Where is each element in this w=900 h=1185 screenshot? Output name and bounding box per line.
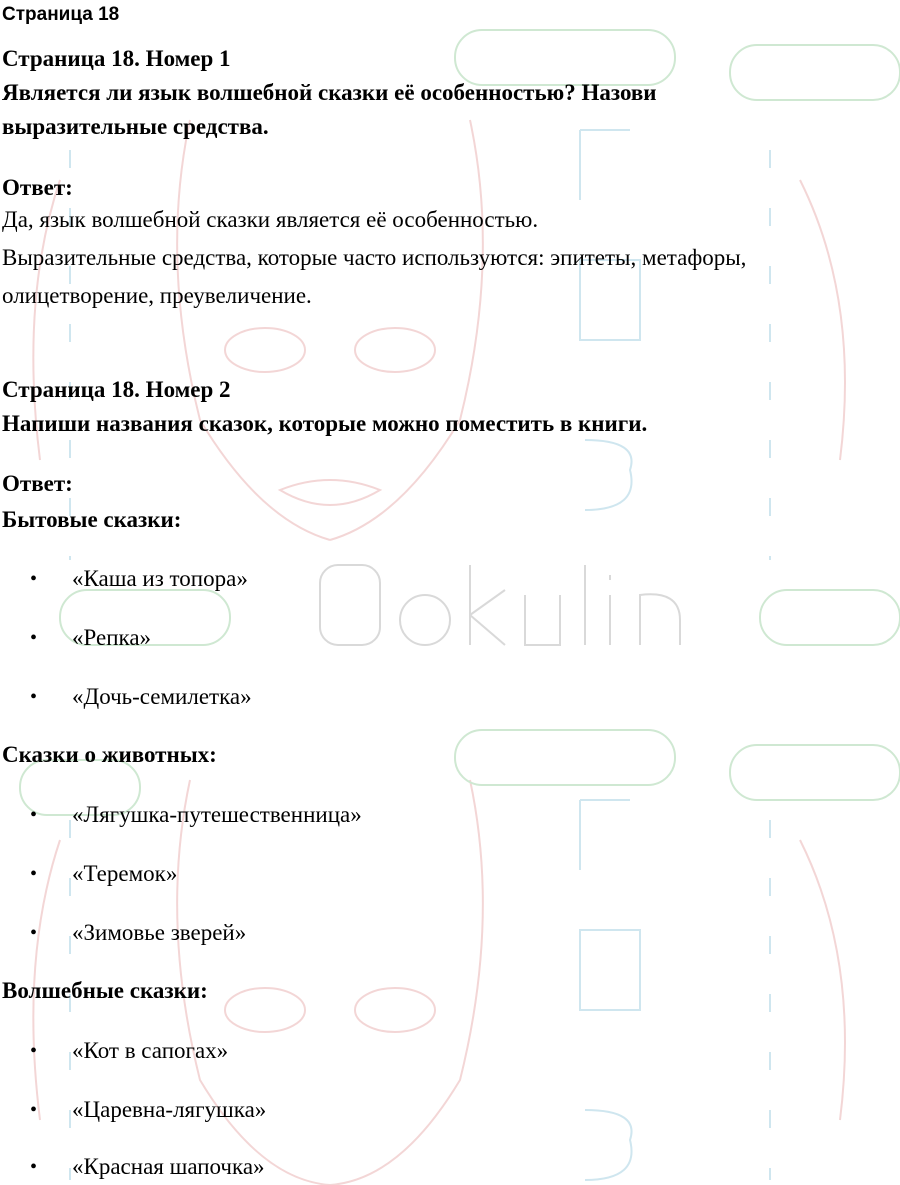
category-title-household: Бытовые сказки:	[2, 507, 182, 532]
list-item-text: «Кот в сапогах»	[72, 1038, 229, 1063]
list-item-text: «Царевна-лягушка»	[72, 1097, 267, 1122]
task-1-answer	[2, 171, 898, 315]
list-item-text: «Зимовье зверей»	[72, 920, 247, 945]
bullet-icon: •	[30, 922, 38, 944]
list-item	[0, 561, 900, 597]
list-item	[0, 797, 900, 833]
list-item-text: «Дочь-семилетка»	[72, 684, 252, 709]
bullet-icon: •	[30, 1099, 38, 1121]
list-item	[0, 679, 900, 715]
bullet-icon: •	[30, 627, 38, 649]
bullet-icon: •	[30, 1040, 38, 1062]
list-item	[0, 1092, 900, 1128]
task-1-title: Страница 18. Номер 1	[2, 46, 231, 71]
list-item-text: «Лягушка-путешественница»	[72, 802, 362, 827]
list-item-text: «Красная шапочка»	[72, 1154, 265, 1179]
task-2-question: Напиши названия сказок, которые можно поместить в книги.	[2, 411, 648, 436]
list-item	[0, 1149, 900, 1185]
bullet-icon: •	[30, 863, 38, 885]
task-1-answer-line-3: олицетворение, преувеличение.	[2, 283, 312, 308]
list-item	[0, 856, 900, 892]
task-1-answer-label: Ответ:	[2, 175, 73, 200]
category-title-magic: Волшебные сказки:	[2, 978, 208, 1003]
task-2-answer-label-wrap	[2, 467, 898, 501]
bullet-icon: •	[30, 1156, 38, 1178]
task-1-question-line-2: выразительные средства.	[2, 114, 269, 139]
task-1-answer-line-1: Да, язык волшебной сказки является её особенностью.	[2, 207, 539, 232]
list-item-text: «Теремок»	[72, 861, 178, 886]
task-1-section	[2, 42, 898, 144]
task-2-section	[2, 373, 898, 441]
page-heading: Страница 18	[2, 4, 120, 25]
bullet-icon: •	[30, 804, 38, 826]
bullet-icon: •	[30, 568, 38, 590]
bullet-icon: •	[30, 686, 38, 708]
list-item	[0, 1033, 900, 1069]
list-item-text: «Каша из топора»	[72, 566, 248, 591]
category-title-animals: Сказки о животных:	[2, 742, 217, 767]
list-item	[0, 915, 900, 951]
task-2-title: Страница 18. Номер 2	[2, 377, 231, 402]
task-2-answer-label: Ответ:	[2, 471, 73, 496]
list-item	[0, 620, 900, 656]
task-1-answer-line-2: Выразительные средства, которые часто используются: эпитеты, метафоры,	[2, 245, 747, 270]
list-item-text: «Репка»	[72, 625, 152, 650]
task-1-question-line-1: Является ли язык волшебной сказки её особенностью? Назови	[2, 80, 657, 105]
